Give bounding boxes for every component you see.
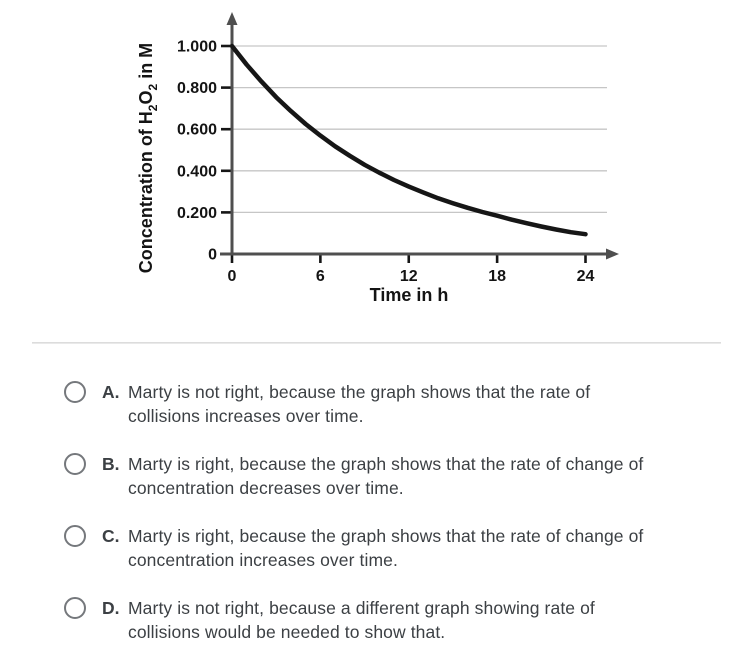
answer-option-a[interactable]: [64, 380, 736, 428]
option-b-line-1: Marty is right, because the graph shows that the rate of change of: [128, 454, 644, 474]
svg-text:0.600: 0.600: [176, 121, 217, 139]
option-c-line-2: concentration increases over time.: [128, 550, 398, 570]
svg-text:12: 12: [399, 268, 418, 285]
svg-text:0.400: 0.400: [176, 163, 217, 181]
option-text-b: [128, 452, 643, 500]
answer-options-list: [64, 380, 736, 644]
option-text-d: [128, 596, 595, 644]
answer-option-b[interactable]: [64, 452, 736, 500]
section-divider: [32, 342, 721, 344]
svg-text:0.800: 0.800: [176, 80, 217, 98]
option-letter-d: D.: [102, 598, 120, 618]
answer-option-c[interactable]: [64, 524, 736, 572]
svg-text:1.000: 1.000: [176, 38, 217, 56]
svg-text:24: 24: [576, 268, 595, 285]
option-d-line-1: Marty is not right, because a different graph showing rate of: [128, 598, 595, 618]
svg-text:0: 0: [227, 268, 237, 285]
svg-text:Time in h: Time in h: [369, 285, 449, 305]
option-c-line-1: Marty is right, because the graph shows that the rate of change of: [128, 526, 644, 546]
radio-button-c[interactable]: [64, 525, 86, 547]
option-a-line-1: Marty is not right, because the graph shows that the rate of: [128, 382, 591, 402]
svg-text:Concentration of H2O2 in M: Concentration of $H_2O_2$ in M: [136, 42, 160, 274]
option-b-line-2: concentration decreases over time.: [128, 478, 404, 498]
svg-text:18: 18: [488, 268, 507, 285]
option-letter-c: C.: [102, 526, 120, 546]
option-letter-b: B.: [102, 454, 120, 474]
option-letter-a: A.: [102, 382, 120, 402]
option-text-c: [128, 524, 643, 572]
option-text-a: [128, 380, 590, 428]
option-a-line-2: collisions increases over time.: [128, 406, 364, 426]
svg-text:0.200: 0.200: [176, 204, 217, 222]
concentration-vs-time-chart: [130, 8, 625, 313]
answer-option-d[interactable]: [64, 596, 736, 644]
radio-button-a[interactable]: [64, 381, 86, 403]
svg-text:0: 0: [208, 246, 217, 264]
radio-button-d[interactable]: [64, 597, 86, 619]
radio-button-b[interactable]: [64, 453, 86, 475]
svg-text:6: 6: [315, 268, 325, 285]
option-d-line-2: collisions would be needed to show that.: [128, 622, 446, 642]
